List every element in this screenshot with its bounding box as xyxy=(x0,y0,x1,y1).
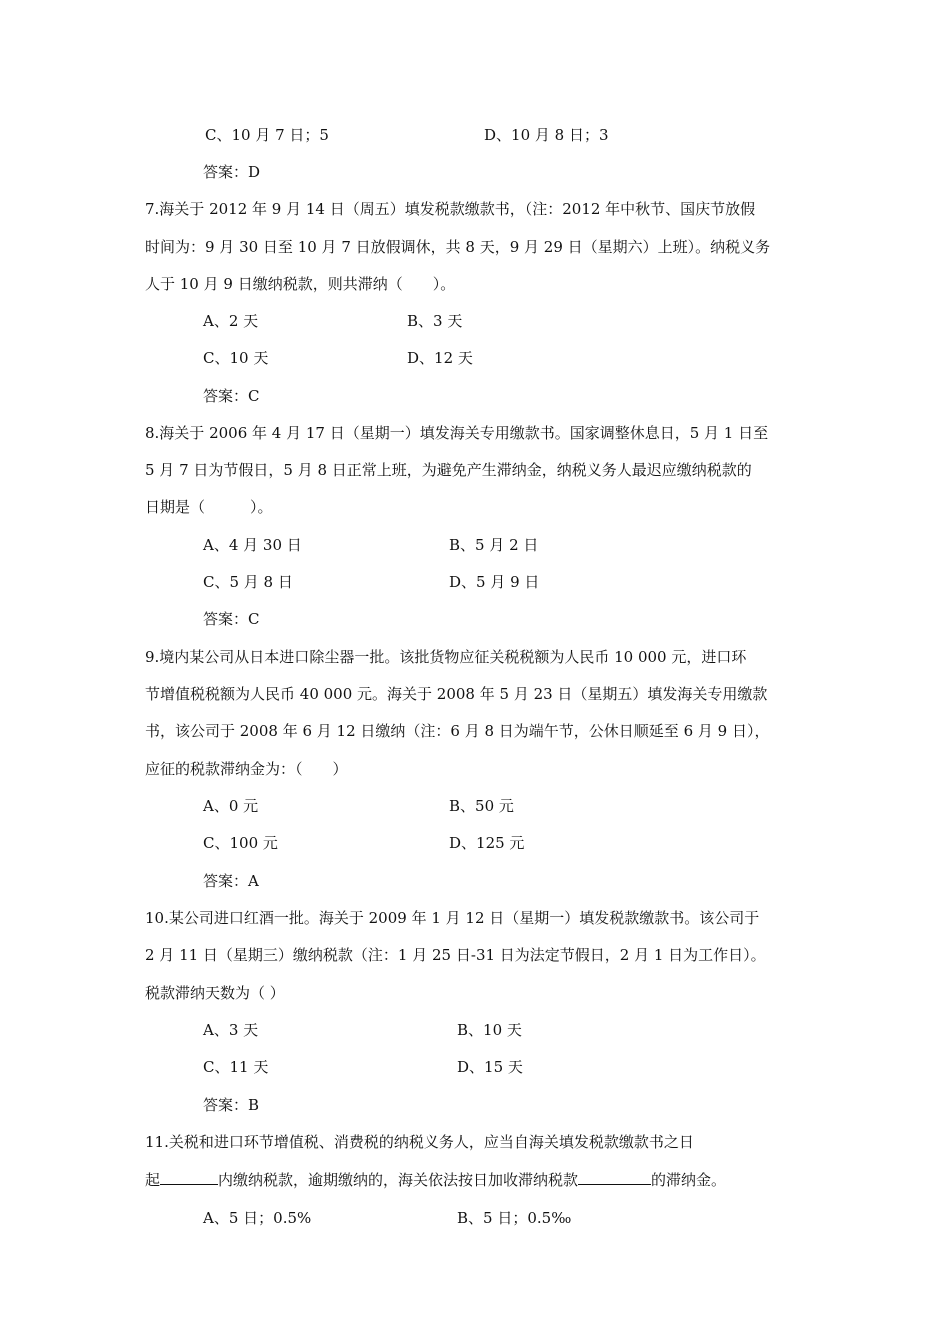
q10-option-b: B、10 天 xyxy=(457,1021,522,1039)
q7-answer: 答案：C xyxy=(203,387,260,405)
q10-text-line3: 税款滞纳天数为（ ） xyxy=(145,984,285,1002)
q6-option-c: C、10 月 7 日；5 xyxy=(205,126,329,144)
q7-text-line1: 7.海关于 2012 年 9 月 14 日（周五）填发税款缴款书，（注：2012 年中秋节、国庆节放假 xyxy=(145,200,756,218)
q8-answer: 答案：C xyxy=(203,610,260,628)
q10-text-line2: 2 月 11 日（星期三）缴纳税款（注：1 月 25 日-31 日为法定节假日，2 月 1 日为工作日）。 xyxy=(145,946,766,964)
q8-option-a: A、4 月 30 日 xyxy=(203,536,302,554)
q9-text-line4: 应征的税款滞纳金为：（ ） xyxy=(145,760,348,778)
q9-text-line1: 9.境内某公司从日本进口除尘器一批。该批货物应征关税税额为人民币 10 000 元，进口环 xyxy=(145,648,747,666)
q11-text-part1: 起 xyxy=(145,1171,161,1189)
q6-option-d: D、10 月 8 日；3 xyxy=(484,126,609,144)
fill-blank-2 xyxy=(578,1170,651,1185)
q9-text-line2: 节增值税税额为人民币 40 000 元。海关于 2008 年 5 月 23 日（星期五）填发海关专用缴款 xyxy=(145,685,768,703)
q11-text-part2: 内缴纳税款，逾期缴纳的，海关依法按日加收滞纳税款 xyxy=(218,1171,579,1189)
q11-text-line2 xyxy=(145,1170,726,1190)
q7-option-b: B、3 天 xyxy=(407,312,463,330)
q9-option-b: B、50 元 xyxy=(449,797,514,815)
q9-option-d: D、125 元 xyxy=(449,834,525,852)
q6-answer: 答案：D xyxy=(203,163,261,181)
q10-answer: 答案：B xyxy=(203,1096,260,1114)
fill-blank-1 xyxy=(160,1170,218,1185)
q8-option-c: C、5 月 8 日 xyxy=(203,573,293,591)
q8-option-b: B、5 月 2 日 xyxy=(449,536,539,554)
q9-answer: 答案：A xyxy=(203,872,259,890)
q9-option-a: A、0 元 xyxy=(203,797,259,815)
q9-option-c: C、100 元 xyxy=(203,834,278,852)
q9-text-line3: 书，该公司于 2008 年 6 月 12 日缴纳（注：6 月 8 日为端午节，公休日顺延至 6 月 9 日）， xyxy=(145,722,770,740)
q10-text-line1: 10.某公司进口红酒一批。海关于 2009 年 1 月 12 日（星期一）填发税款缴款书。该公司于 xyxy=(145,909,760,927)
q11-option-a: A、5 日；0.5% xyxy=(203,1209,312,1227)
q10-option-a: A、3 天 xyxy=(203,1021,259,1039)
q8-text-line1: 8.海关于 2006 年 4 月 17 日（星期一）填发海关专用缴款书。国家调整休息日，5 月 1 日至 xyxy=(145,424,769,442)
q11-text-part3: 的滞纳金。 xyxy=(651,1171,727,1189)
q7-text-line2: 时间为：9 月 30 日至 10 月 7 日放假调休，共 8 天，9 月 29 日（星期六）上班）。纳税义务 xyxy=(145,238,771,256)
q10-option-c: C、11 天 xyxy=(203,1058,269,1076)
q11-option-b: B、5 日；0.5‰ xyxy=(457,1209,572,1227)
q7-text-line3: 人于 10 月 9 日缴纳税款，则共滞纳（ ）。 xyxy=(145,275,456,293)
q7-option-d: D、12 天 xyxy=(407,349,473,367)
q11-text-line1: 11.关税和进口环节增值税、消费税的纳税义务人，应当自海关填发税款缴款书之日 xyxy=(145,1133,694,1151)
q8-option-d: D、5 月 9 日 xyxy=(449,573,540,591)
q8-text-line2: 5 月 7 日为节假日，5 月 8 日正常上班，为避免产生滞纳金，纳税义务人最迟应缴纳税款的 xyxy=(145,461,752,479)
q10-option-d: D、15 天 xyxy=(457,1058,523,1076)
q8-text-line3: 日期是（ ）。 xyxy=(145,498,273,516)
q7-option-a: A、2 天 xyxy=(203,312,259,330)
q7-option-c: C、10 天 xyxy=(203,349,269,367)
